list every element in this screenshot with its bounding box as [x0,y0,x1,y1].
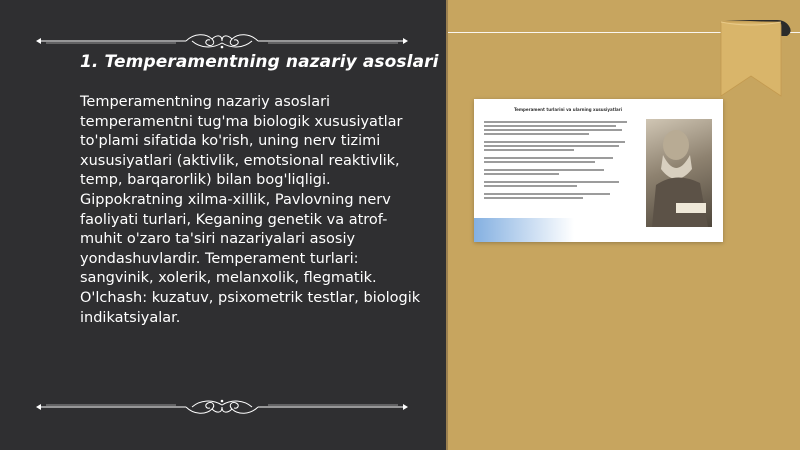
slide-body-text: Temperamentning nazariy asoslari temperamentni tug'ma biologik xususiyatlar to'plami sifatida ko'rish, uning nerv tizimi xususiyatlari (aktivlik, emotsional reaktivlik, temp, barqarorlik) bilan bog'liqligi. Gippokratning xilma-xillik, Pavlovning nerv faoliyati turlari, Keganing genetik va atrof-muhit o'zaro ta'siri nazariyalari asosiy yondashuvlardir. Temperament turlari: sangvinik, xolerik, melanxolik, flegmatik. O'lchash: kuzatuv, psixometrik testlar, biologik indikatsiyalar. [80,94,421,326]
ornament-top-icon [36,30,408,52]
philosopher-portrait-image [646,119,712,227]
panel-divider [446,0,448,450]
thumbnail-accent [474,218,574,242]
slide-title: 1. Temperamentning nazariy asoslari [80,52,439,72]
ornament-bottom-icon [36,396,408,418]
slide-thumbnail-image [474,99,723,242]
thumbnail-title: Temperament turlarini va ularning xususiyatlari [513,107,623,112]
bookmark-ribbon-icon [719,18,793,98]
thumbnail-text-lines [484,121,634,201]
